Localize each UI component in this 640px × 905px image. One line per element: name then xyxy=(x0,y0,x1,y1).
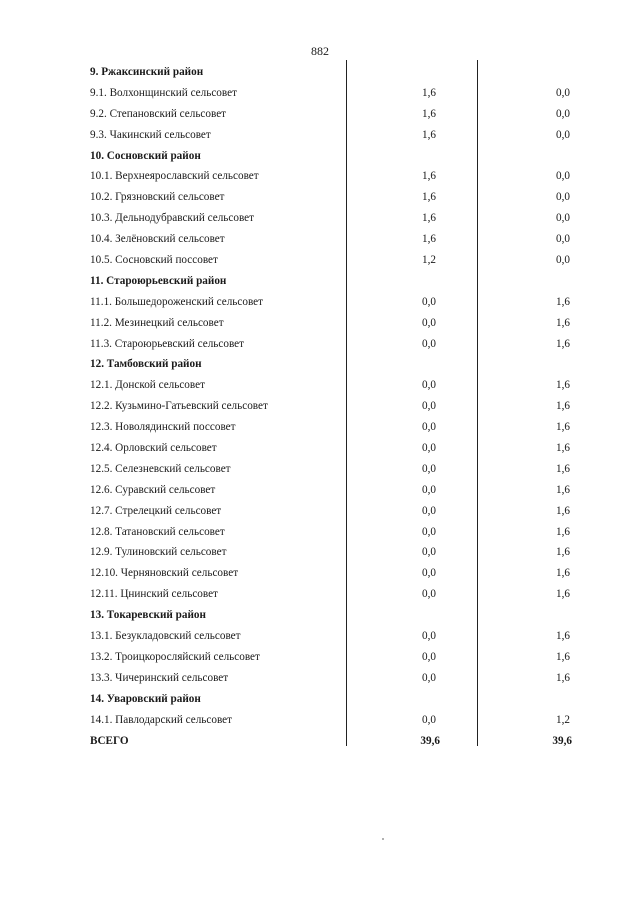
district-heading-row xyxy=(0,271,640,292)
settlement-name: 12.6. Суравский сельсовет xyxy=(90,483,216,496)
settlement-name: 11.1. Большедороженский сельсовет xyxy=(90,295,264,308)
table-row xyxy=(0,480,640,501)
settlement-name: 10.5. Сосновский поссовет xyxy=(90,254,218,267)
table-row xyxy=(0,417,640,438)
value-column-1: 0,0 xyxy=(422,400,436,413)
value-column-1: 0,0 xyxy=(422,442,436,455)
table-row xyxy=(0,584,640,605)
settlement-name: 10.2. Грязновский сельсовет xyxy=(90,191,225,204)
district-name: 10. Сосновский район xyxy=(90,149,201,162)
value-column-2: 1,6 xyxy=(556,630,570,643)
table-row xyxy=(0,292,640,313)
value-column-1: 0,0 xyxy=(422,525,436,538)
total-row xyxy=(0,731,640,752)
table-row xyxy=(0,187,640,208)
settlement-name: 13.3. Чичеринский сельсовет xyxy=(90,671,229,684)
settlement-name: 12.10. Черняновский сельсовет xyxy=(90,567,239,580)
value-column-1: 0,0 xyxy=(422,421,436,434)
value-column-2: 1,6 xyxy=(556,316,570,329)
value-column-2: 1,6 xyxy=(556,337,570,350)
settlement-name: 12.3. Новолядинский поссовет xyxy=(90,421,236,434)
value-column-1: 0,0 xyxy=(422,588,436,601)
value-column-1: 1,6 xyxy=(422,212,436,225)
district-name: 14. Уваровский район xyxy=(90,692,201,705)
value-column-1: 0,0 xyxy=(422,316,436,329)
value-column-2: 1,6 xyxy=(556,379,570,392)
table-row xyxy=(0,522,640,543)
value-column-1: 1,6 xyxy=(422,86,436,99)
settlement-name: 12.7. Стрелецкий сельсовет xyxy=(90,504,222,517)
table-row xyxy=(0,396,640,417)
settlement-name: 9.3. Чакинский сельсовет xyxy=(90,128,211,141)
value-column-2: 1,6 xyxy=(556,442,570,455)
value-column-2: 1,6 xyxy=(556,671,570,684)
district-name: 13. Токаревский район xyxy=(90,609,206,622)
district-heading-row xyxy=(0,605,640,626)
table-row xyxy=(0,563,640,584)
value-column-2: 0,0 xyxy=(556,233,570,246)
value-column-2: 1,6 xyxy=(556,295,570,308)
value-column-1: 1,6 xyxy=(422,233,436,246)
settlement-name: 12.11. Цнинский сельсовет xyxy=(90,588,218,601)
value-column-2: 0,0 xyxy=(556,107,570,120)
table-row xyxy=(0,647,640,668)
settlement-name: 11.3. Староюрьевский сельсовет xyxy=(90,337,245,350)
value-column-2: 0,0 xyxy=(556,170,570,183)
table-row xyxy=(0,710,640,731)
settlement-name: 9.2. Степановский сельсовет xyxy=(90,107,227,120)
settlement-name: 13.1. Безукладовский сельсовет xyxy=(90,630,241,643)
page-number: 882 xyxy=(311,44,329,58)
settlement-name: 10.3. Дельнодубравский сельсовет xyxy=(90,212,255,225)
table-row xyxy=(0,229,640,250)
value-column-1: 0,0 xyxy=(422,462,436,475)
value-column-2: 0,0 xyxy=(556,212,570,225)
data-table xyxy=(0,62,640,751)
district-heading-row xyxy=(0,62,640,83)
value-column-2: 1,6 xyxy=(556,421,570,434)
table-row xyxy=(0,668,640,689)
settlement-name: 12.8. Татановский сельсовет xyxy=(90,525,225,538)
value-column-1: 0,0 xyxy=(422,671,436,684)
district-heading-row xyxy=(0,146,640,167)
value-column-2: 1,6 xyxy=(556,483,570,496)
value-column-2: 1,6 xyxy=(556,650,570,663)
value-column-2: 1,6 xyxy=(556,546,570,559)
value-column-2: 0,0 xyxy=(556,191,570,204)
value-column-2: 0,0 xyxy=(556,86,570,99)
settlement-name: 11.2. Мезинецкий сельсовет xyxy=(90,316,224,329)
table-row xyxy=(0,104,640,125)
district-name: 12. Тамбовский район xyxy=(90,358,202,371)
settlement-name: 9.1. Волхонщинский сельсовет xyxy=(90,86,237,99)
value-column-1: 0,0 xyxy=(422,337,436,350)
value-column-1: 0,0 xyxy=(422,567,436,580)
value-column-1: 0,0 xyxy=(422,295,436,308)
value-column-2: 0,0 xyxy=(556,254,570,267)
table-row xyxy=(0,125,640,146)
table-row xyxy=(0,459,640,480)
value-column-1: 0,0 xyxy=(422,504,436,517)
value-column-1: 0,0 xyxy=(422,630,436,643)
value-column-1: 1,6 xyxy=(422,107,436,120)
value-column-1: 0,0 xyxy=(422,546,436,559)
value-column-1: 0,0 xyxy=(422,483,436,496)
table-row xyxy=(0,375,640,396)
value-column-1: 1,2 xyxy=(422,254,436,267)
value-column-2: 1,6 xyxy=(556,462,570,475)
district-heading-row xyxy=(0,689,640,710)
value-column-2: 39,6 xyxy=(552,734,572,747)
value-column-2: 1,6 xyxy=(556,504,570,517)
value-column-2: 1,6 xyxy=(556,567,570,580)
value-column-2: 1,6 xyxy=(556,525,570,538)
district-heading-row xyxy=(0,354,640,375)
value-column-1: 39,6 xyxy=(420,734,440,747)
value-column-2: 1,6 xyxy=(556,400,570,413)
settlement-name: 12.9. Тулиновский сельсовет xyxy=(90,546,227,559)
settlement-name: 12.1. Донской сельсовет xyxy=(90,379,205,392)
table-row xyxy=(0,501,640,522)
value-column-1: 1,6 xyxy=(422,128,436,141)
table-row xyxy=(0,334,640,355)
value-column-2: 1,6 xyxy=(556,588,570,601)
table-row xyxy=(0,208,640,229)
settlement-name: 13.2. Троицкоросляйский сельсовет xyxy=(90,650,260,663)
district-name: 11. Староюрьевский район xyxy=(90,274,227,287)
table-row xyxy=(0,83,640,104)
value-column-1: 1,6 xyxy=(422,170,436,183)
total-label: ВСЕГО xyxy=(90,734,129,747)
table-row xyxy=(0,250,640,271)
settlement-name: 12.2. Кузьмино-Гатьевский сельсовет xyxy=(90,400,268,413)
value-column-1: 0,0 xyxy=(422,713,436,726)
value-column-2: 0,0 xyxy=(556,128,570,141)
district-name: 9. Ржаксинский район xyxy=(90,66,204,78)
table-row xyxy=(0,313,640,334)
value-column-2: 1,2 xyxy=(556,713,570,726)
value-column-1: 0,0 xyxy=(422,379,436,392)
table-row xyxy=(0,626,640,647)
table-row xyxy=(0,438,640,459)
settlement-name: 12.5. Селезневский сельсовет xyxy=(90,462,231,475)
table-row xyxy=(0,542,640,563)
settlement-name: 12.4. Орловский сельсовет xyxy=(90,442,217,455)
scan-artifact-dot xyxy=(382,838,384,840)
settlement-name: 14.1. Павлодарский сельсовет xyxy=(90,713,233,726)
table-row xyxy=(0,166,640,187)
value-column-1: 0,0 xyxy=(422,650,436,663)
settlement-name: 10.4. Зелёновский сельсовет xyxy=(90,233,225,246)
settlement-name: 10.1. Верхнеярославский сельсовет xyxy=(90,170,259,183)
value-column-1: 1,6 xyxy=(422,191,436,204)
